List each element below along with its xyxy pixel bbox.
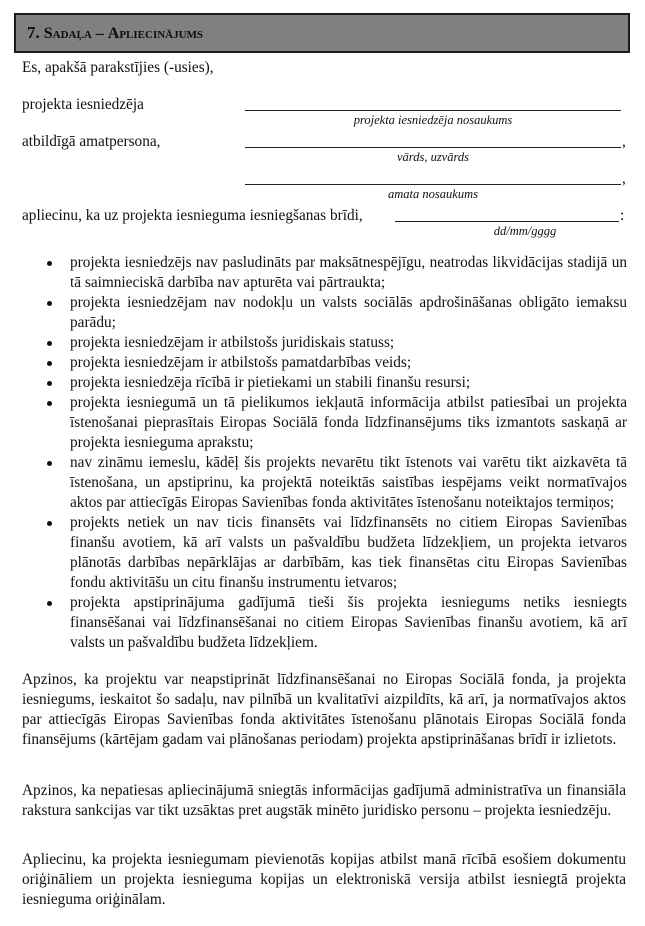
paragraph-funding-notice: Apzinos, ka projektu var neapstiprināt līdzfinansēšanai no Eiropas Sociālā fonda, ja projekta iesniegums, ieskaitot šo sadaļu, nav pilnībā un kvalitatīvi aizpildīts, kā arī, ja normatīvajos aktos par attiecīgās Eiropas Savienības fonda aktivitātes īstenošanu plānotais Eiropas Sociālā fonda finansējums (kārtējam gadam vai plānošanas periodam) projekta apstiprināšanas brīdī ir izlietots. <box>22 671 626 748</box>
bullet-icon <box>47 401 52 406</box>
list-item: projekts netiek un nav ticis finansēts vai līdzfinansēts no citiem Eiropas Savienības finanšu avotiem, kā arī valsts un pašvaldību budžeta līdzekļiem, un projekta ietvaros plānotās darbības nepārklājas ar darbībām, kas tiek finansētas citu Eiropas Savienības fondu aktivitāšu un citu finanšu instrumentu ietvaros; <box>43 513 627 593</box>
list-item: nav zināmu iemeslu, kādēļ šis projekts nevarētu tikt īstenots vai varētu tikt aizkavēta tā īstenošana, un apstiprinu, ka projektā noteiktās saistības iespējams veikt normatīvajos aktos par attiecīgās Eiropas Savienības fonda aktivitātes īstenošanu noteiktajos termiņos; <box>43 453 627 513</box>
list-item: projekta iesniedzējam ir atbilstošs juridiskais statuss; <box>43 333 627 353</box>
section-title <box>27 23 203 43</box>
bullet-icon <box>47 341 52 346</box>
bullet-icon <box>47 521 52 526</box>
declaration-list <box>43 253 627 653</box>
official-label: atbildīgā amatpersona, <box>22 133 161 150</box>
applicant-name-hint: projekta iesniedzēja nosaukums <box>353 113 513 127</box>
section-header <box>14 13 630 53</box>
bullet-icon <box>47 261 52 266</box>
list-item: projekta iesniedzēja rīcībā ir pietiekami un stabili finanšu resursi; <box>43 373 627 393</box>
name-comma: , <box>622 133 626 150</box>
applicant-name-field[interactable] <box>245 110 621 111</box>
bullet-icon <box>47 381 52 386</box>
list-item: projekta iesniedzējam ir atbilstošs pamatdarbības veids; <box>43 353 627 373</box>
certify-label: apliecinu, ka uz projekta iesnieguma iesniegšanas brīdi, <box>22 207 363 224</box>
official-position-field[interactable] <box>245 184 621 185</box>
paragraph-sanctions-notice: Apzinos, ka nepatiesas apliecinājumā sniegtās informācijas gadījumā administratīva un finansiāla rakstura sankcijas var tikt uzsāktas pret augstāk minēto juridisko personu – projekta iesniedzēju. <box>22 782 626 819</box>
list-item: projekta apstiprinājuma gadījumā tieši šis projekta iesniegums netiks iesniegts finansēšanai vai līdzfinansēšanai no citiem Eiropas Savienības finanšu avotiem, kā arī valsts un pašvaldību budžeta līdzekļiem. <box>43 593 627 653</box>
section-number: 7. <box>27 23 40 42</box>
position-comma: , <box>622 170 626 187</box>
date-hint: dd/mm/gggg <box>493 224 557 238</box>
bullet-icon <box>47 601 52 606</box>
section-dash: – <box>95 25 104 42</box>
paragraph-copies-certification: Apliecinu, ka projekta iesniegumam pievienotās kopijas atbilst manā rīcībā esošiem dokumentu oriģināliem un projekta iesnieguma kopijas un elektroniskā versija atbilst iesniegtā projekta iesnieguma oriģinālam. <box>22 851 626 908</box>
list-item: projekta iesniedzējam nav nodokļu un valsts sociālās apdrošināšanas obligāto iemaksu parādu; <box>43 293 627 333</box>
list-item: projekta iesniedzējs nav pasludināts par maksātnespējīgu, neatrodas likvidācijas stadijā un tā saimnieciskā darbība nav apturēta vai pārtraukta; <box>43 253 627 293</box>
section-name: Apliecinājums <box>107 25 204 42</box>
date-field[interactable] <box>395 221 619 222</box>
date-colon: : <box>620 207 625 224</box>
official-name-hint: vārds, uzvārds <box>397 150 469 164</box>
bullet-icon <box>47 461 52 466</box>
intro-text: Es, apakšā parakstījies (-usies), <box>22 59 214 76</box>
bullet-icon <box>47 361 52 366</box>
applicant-label: projekta iesniedzēja <box>22 96 144 113</box>
list-item: projekta iesniegumā un tā pielikumos iekļautā informācija atbilst patiesībai un projekta īstenošanai pieprasītais Eiropas Sociālā fonda līdzfinansējums tiks izmantots saskaņā ar projekta iesnieguma aprakstu; <box>43 393 627 453</box>
official-name-field[interactable] <box>245 147 621 148</box>
official-position-hint: amata nosaukums <box>388 187 478 201</box>
bullet-icon <box>47 301 52 306</box>
section-word: Sadaļa <box>43 25 92 42</box>
